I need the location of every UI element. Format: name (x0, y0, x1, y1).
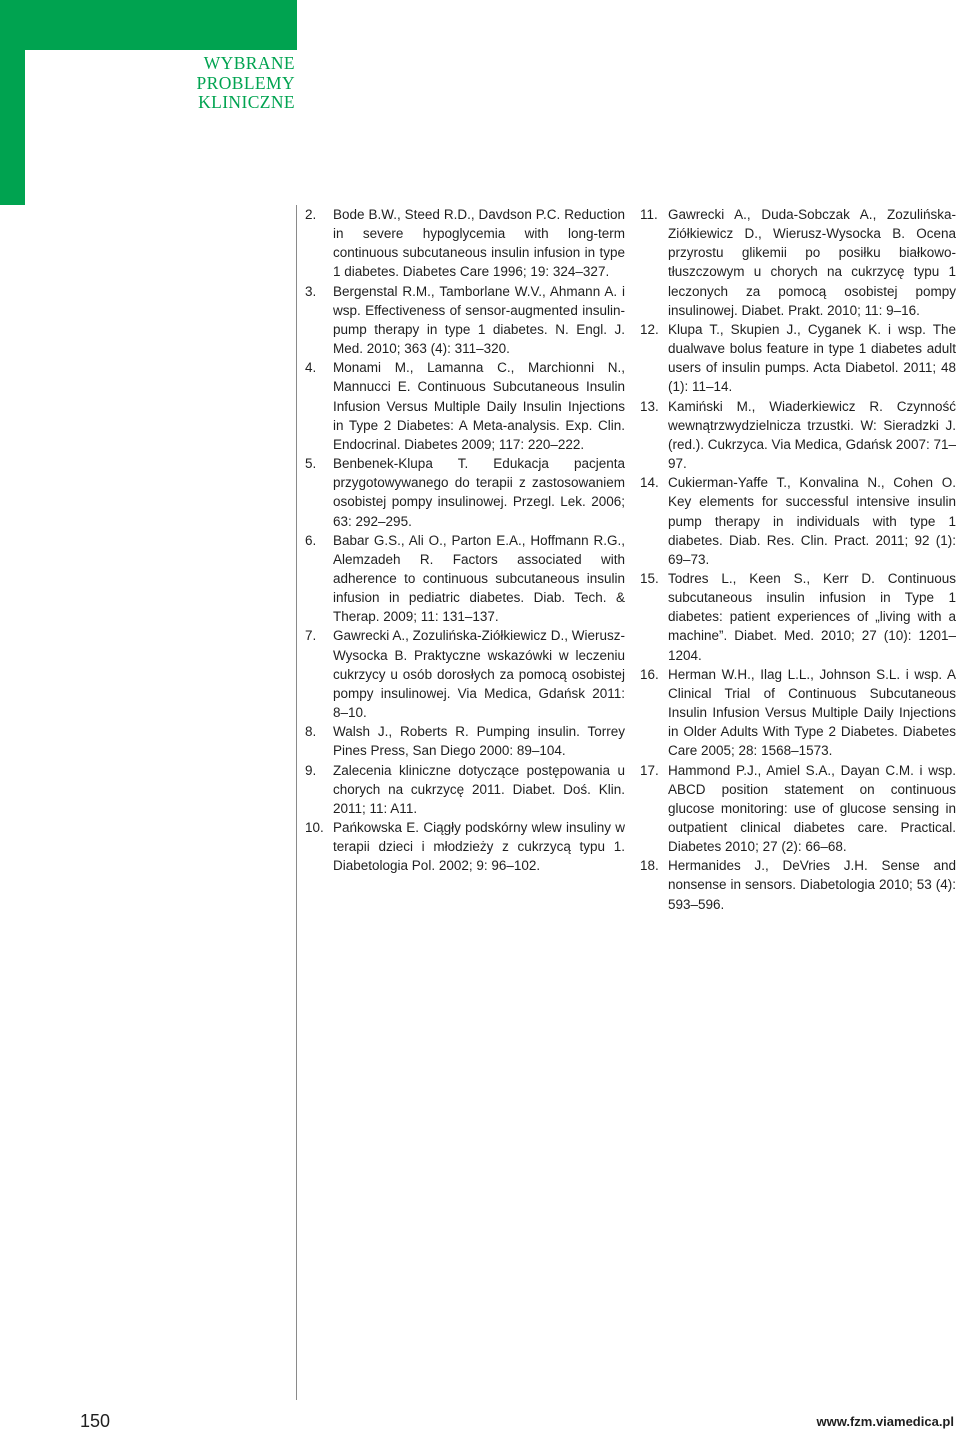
reference-text: Pańkowska E. Ciągły podskórny wlew insuliny w terapii dzieci i młodzieży z cukrzycą typu 1. Diabetologia Pol. 2002; 9: 96–102. (333, 820, 625, 874)
reference-number: 7. (305, 628, 317, 644)
reference-text: Hermanides J., DeVries J.H. Sense and nonsense in sensors. Diabetologia 2010; 53 (4): 593–596. (668, 858, 956, 912)
reference-text: Bergenstal R.M., Tamborlane W.V., Ahmann A. i wsp. Effectiveness of sensor-augmented insulin-pump therapy in type 1 diabetes. N. Engl. J. Med. 2010; 363 (4): 311–320. (333, 283, 625, 357)
reference-number: 8. (305, 724, 317, 740)
reference-text: Zalecenia kliniczne dotyczące postępowania u chorych na cukrzycę 2011. Diabet. Doś. Klin. 2011; 11: A11. (333, 762, 625, 816)
reference-item (305, 454, 625, 531)
reference-item (305, 205, 625, 282)
references-list-left (305, 205, 625, 875)
reference-number: 15. (640, 570, 659, 586)
reference-item (305, 531, 625, 627)
reference-item (305, 282, 625, 359)
reference-number: 6. (305, 532, 317, 548)
reference-number: 9. (305, 762, 317, 778)
reference-text: Cukierman-Yaffe T., Konvalina N., Cohen O. Key elements for successful intensive insulin pump therapy in individuals with type 1 diabetes. Diab. Res. Clin. Pract. 2011; 92 (1): 69–73. (668, 475, 956, 567)
reference-text: Benbenek-Klupa T. Edukacja pacjenta przygotowywanego do terapii z zastosowaniem osobistej pompy insulinowej. Przegl. Lek. 2006; 63: 292–295. (333, 456, 625, 529)
page-number: 150 (80, 1411, 111, 1431)
reference-item (640, 856, 956, 913)
reference-number: 5. (305, 456, 317, 472)
reference-item (305, 818, 625, 875)
reference-item (640, 320, 956, 397)
reference-number: 17. (640, 762, 659, 778)
reference-item (305, 722, 625, 760)
references-list-right (640, 205, 956, 914)
reference-item (305, 761, 625, 818)
reference-item (640, 665, 956, 761)
reference-item (640, 473, 956, 569)
reference-number: 11. (640, 207, 658, 222)
reference-text: Todres L., Keen S., Kerr D. Continuous subcutaneous insulin infusion in Type 1 diabetes: patient experiences of „living with a machine”. Diabet. Med. 2010; 27 (10): 1201–1204. (668, 570, 956, 663)
reference-number: 4. (305, 360, 317, 376)
reference-text: Kamiński M., Wiaderkiewicz R. Czynność wewnątrzwydzielnicza trzustki. W: Sieradzki J. (red.). Cukrzyca. Via Medica, Gdańsk 2007: 71–97. (668, 398, 956, 472)
reference-item (640, 569, 956, 665)
reference-number: 14. (640, 475, 659, 491)
reference-item (305, 358, 625, 454)
reference-text: Klupa T., Skupien J., Cyganek K. i wsp. The dualwave bolus feature in type 1 diabetes adult users of insulin pumps. Acta Diabetol. 2011; 48 (1): 11–14. (668, 321, 956, 395)
reference-item (640, 397, 956, 474)
reference-text: Gawrecki A., Zozulińska-Ziółkiewicz D., Wierusz-Wysocka B. Praktyczne wskazówki w leczeniu cukrzycy u osób dorosłych za pomocą osobistej pompy insulinowej. Via Medica, Gdańsk 2011: 8–10. (333, 628, 625, 721)
section-title: WYBRANE PROBLEMY KLINICZNE (196, 53, 295, 112)
reference-text: Walsh J., Roberts R. Pumping insulin. Torrey Pines Press, San Diego 2000: 89–104. (333, 724, 625, 759)
reference-item (640, 205, 956, 320)
reference-text: Babar G.S., Ali O., Parton E.A., Hoffmann R.G., Alemzadeh R. Factors associated with adherence to continuous subcutaneous insulin infusion in pediatric diabetes. Diab. Tech. & Therap. 2009; 11: 131–137. (333, 532, 625, 625)
reference-text: Bode B.W., Steed R.D., Davdson P.C. Reduction in severe hypoglycemia with long-term continuous subcutaneous insulin infusion in type 1 diabetes. Diabetes Care 1996; 19: 324–327. (333, 207, 625, 280)
reference-number: 16. (640, 666, 659, 682)
reference-number: 2. (305, 207, 317, 222)
reference-item (305, 626, 625, 722)
column-divider (296, 205, 297, 1400)
reference-text: Herman W.H., Ilag L.L., Johnson S.L. i wsp. A Clinical Trial of Continuous Subcutaneous Insulin Infusion Versus Multiple Daily Injections in Older Adults With Type 2 Diabetes. Diabetes Care 2005; 28: 1568–1573. (668, 666, 956, 759)
reference-number: 10. (305, 820, 324, 835)
reference-item (640, 761, 956, 857)
reference-text: Gawrecki A., Duda-Sobczak A., Zozulińska-Ziółkiewicz D., Wierusz-Wysocka B. Ocena przyrostu glikemii po posiłku białkowo-tłuszczowym u chorych na cukrzycę typu 1 leczonych za pomocą osobistej pompy insulinowej. Diabet. Prakt. 2010; 11: 9–16. (668, 207, 956, 318)
reference-number: 13. (640, 398, 659, 414)
reference-text: Hammond P.J., Amiel S.A., Dayan C.M. i wsp. ABCD position statement on continuous glucose monitoring: use of glucose sensing in outpatient clinical diabetes care. Practical. Diabetes 2010; 27 (2): 66–68. (668, 762, 956, 855)
reference-number: 3. (305, 283, 317, 299)
reference-number: 18. (640, 858, 659, 874)
reference-text: Monami M., Lamanna C., Marchionni N., Mannucci E. Continuous Subcutaneous Insulin Infusion Versus Multiple Daily Insulin Injections in Type 2 Diabetes: A Meta-analysis. Exp. Clin. Endocrinal. Diabetes 2009; 117: 220–222. (333, 360, 625, 452)
reference-number: 12. (640, 321, 659, 337)
footer-url-link[interactable]: www.fzm.viamedica.pl (816, 1414, 954, 1429)
